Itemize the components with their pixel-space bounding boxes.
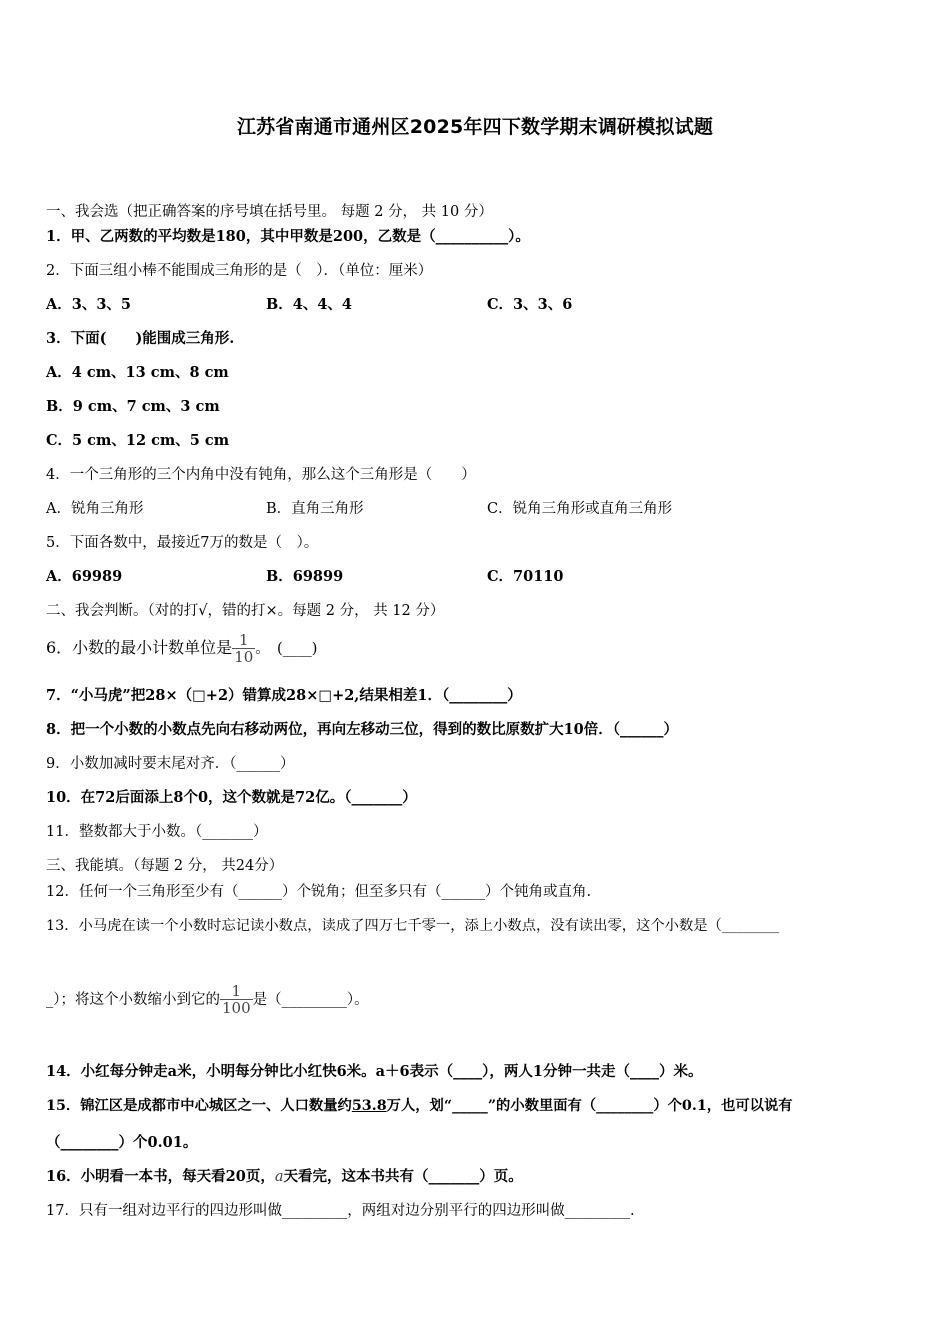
question-11: 11．整数都大于小数。（_______） <box>46 824 268 840</box>
question-13-continued: _）；将这个小数缩小到它的 $\frac{1}{100}$ 是（_________）。 <box>46 982 369 1017</box>
section-1-heading: 一、我会选（把正确答案的序号填在括号里。 每题 2 分， 共 10 分） <box>46 204 493 220</box>
question-12: 12．任何一个三角形至少有（______）个锐角；但至多只有（______）个钝角或直角. <box>46 884 592 900</box>
question-3-option-b: B．9 cm、7 cm、3 cm <box>46 398 220 415</box>
variable-a: a <box>274 1169 284 1185</box>
option-b: B．69899 <box>266 568 344 585</box>
question-6-answer: 。 (____) <box>255 641 318 657</box>
question-3-option-c: C．5 cm、12 cm、5 cm <box>46 432 230 449</box>
question-13: 13．小马虎在读一个小数时忘记读小数点，读成了四万七千零一，添上小数点，没有读出零，这个小数是（________ <box>46 918 780 934</box>
option-c: C．70110 <box>487 568 564 585</box>
question-16: 16．小明看一本书，每天看20页，a天看完，这本书共有（_______）页。 <box>46 1168 523 1185</box>
fraction-one-hundredth: $\frac{1}{100}$ <box>222 982 251 1017</box>
question-10: 10．在72后面添上8个0，这个数就是72亿。（_______） <box>46 789 417 806</box>
question-2: 2．下面三组小棒不能围成三角形的是（ ）．（单位：厘米） <box>46 263 433 279</box>
question-4: 4．一个三角形的三个内角中没有钝角，那么这个三角形是（ ） <box>46 467 476 483</box>
option-b: B．直角三角形 <box>266 501 364 517</box>
option-a: A．3、3、5 <box>46 296 132 313</box>
option-c: C．3、3、6 <box>487 296 573 313</box>
question-9: 9．小数加减时要末尾对齐．（______） <box>46 756 295 772</box>
question-7: 7．“小马虎”把28×（□+2）错算成28×□+2,结果相差1．（________） <box>46 687 522 704</box>
question-6-text: 6．小数的最小计数单位是 <box>46 638 233 657</box>
section-3-heading: 三、我能填。（每题 2 分， 共24分） <box>46 858 284 874</box>
option-b: B．4、4、4 <box>266 296 353 313</box>
option-c: C．锐角三角形或直角三角形 <box>487 501 673 517</box>
question-15: 15．锦江区是成都市中心城区之一、人口数量约53.8万人，划“_____”的小数里面有（________）个0.1，也可以说有 <box>46 1098 793 1114</box>
fraction-one-tenth: $\frac{1}{10}$ <box>234 631 254 666</box>
question-6 <box>46 630 317 667</box>
question-8: 8．把一个小数的小数点先向右移动两位，再向左移动三位，得到的数比原数扩大10倍．（______） <box>46 721 679 738</box>
question-17: 17．只有一组对边平行的四边形叫做_________，两组对边分别平行的四边形叫做_________. <box>46 1203 635 1219</box>
question-1: 1．甲、乙两数的平均数是180，其中甲数是200，乙数是（__________）。 <box>46 228 530 245</box>
option-a: A．锐角三角形 <box>46 501 144 517</box>
underlined-number: 53.8 <box>351 1098 387 1114</box>
option-a: A．69989 <box>46 568 123 585</box>
question-3: 3．下面( )能围成三角形. <box>46 330 235 347</box>
question-15-continued: （________）个0.01。 <box>46 1134 198 1151</box>
page-title: 江苏省南通市通州区2025年四下数学期末调研模拟试题 <box>236 116 714 138</box>
question-3-option-a: A．4 cm、13 cm、8 cm <box>46 364 229 381</box>
section-2-heading: 二、我会判断。（对的打√，错的打×。每题 2 分， 共 12 分） <box>46 603 445 619</box>
question-5: 5．下面各数中，最接近7万的数是（ ）。 <box>46 535 319 551</box>
question-14: 14．小红每分钟走a米，小明每分钟比小红快6米。a＋6表示（____），两人1分钟一共走（____）米。 <box>46 1063 703 1080</box>
